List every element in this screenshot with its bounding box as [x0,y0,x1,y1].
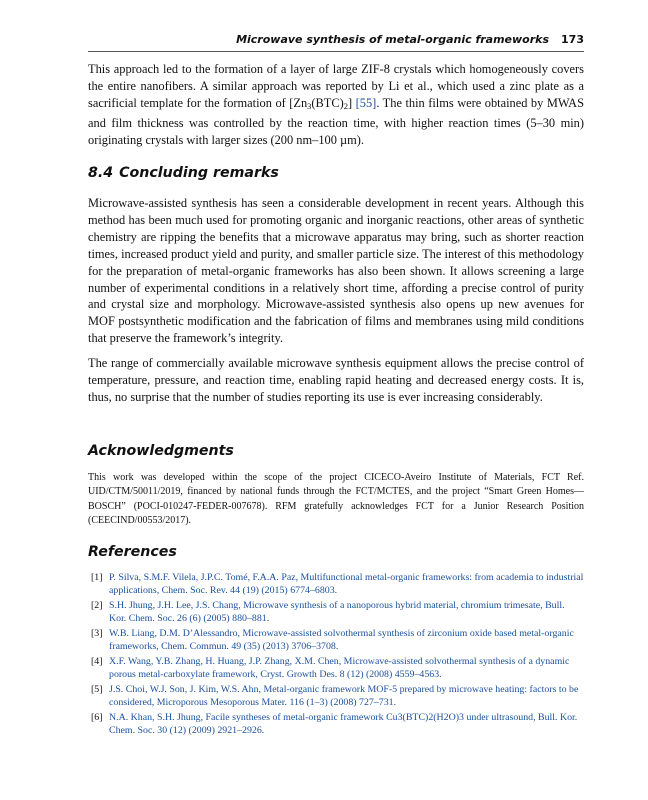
citation-link-55[interactable]: [55] [355,95,377,110]
reference-number: [3] [91,627,103,639]
subscript-2: 2 [343,100,349,111]
reference-item [88,712,584,738]
concluding-paragraph-2: The range of commercially available microwave synthesis equipment allows the precise control of temperature, pressure, and reaction time, enabling rapid heating and decreased energy costs. It is, thus, no surprise that the number of studies reporting its use is ever increasing considerably. [88,356,584,404]
reference-link[interactable]: N.A. Khan, S.H. Jhung, Facile syntheses of metal-organic framework Cu3(BTC)2(H2O)3 under ultrasound, Bull. Kor. Chem. Soc. 30 (12) (2009) 2921–2926. [109,711,578,736]
acknowledgments-heading: Acknowledgments [88,443,234,459]
reference-item [88,600,584,626]
intro-text-part2: (BTC) [311,95,344,110]
intro-text-part1: This approach led to the formation of a layer of large ZIF-8 crystals which homogeneously covers the entire nanofibers. A similar approach was reported by Li et al., which used a zinc plate as a sacrificial template for the formation of [Zn [88,62,584,110]
section-heading [88,164,279,182]
concluding-paragraph-1: Microwave-assisted synthesis has seen a considerable development in recent years. Although this method has been much used for promoting organic and inorganic reactions, other areas of synthetic chemistry are ripping the benefits that a microwave apparatus may bring, such as shorter reaction times, increased product yield and purity, and smaller particle size. The interest of this methodology for the preparation of metal-organic frameworks has also been shown. It allows screening a large number of experimental conditions in a relatively short time, affording a precise control of purity and crystal size and morphology. Microwave-assisted synthesis also opens up new avenues for MOF postsynthetic modification and the fabrication of films and membranes using mild conditions that preserve the framework’s integrity. [88,196,584,346]
references-heading: References [88,544,177,560]
acknowledgments-text: This work was developed within the scope of the project CICECO-Aveiro Institute of Materials, FCT Ref. UID/CTM/50011/2019, financed by national funds through the FCT/MCTES, and the project “Smart Green Homes—BOSCH” (POCI-010247-FEDER-007678). RFM gratefully acknowledges FCT for a Junior Research Position (CEECIND/00553/2017). [88,472,584,527]
reference-item [88,628,584,654]
reference-number: [1] [91,572,103,583]
reference-item [88,572,584,598]
reference-item [88,684,584,710]
reference-link[interactable]: W.B. Liang, D.M. D’Alessandro, Microwave-assisted solvothermal synthesis of zirconium oxide based metal-organic frameworks, Chem. Commun. 49 (35) (2013) 3706–3708. [109,627,574,652]
reference-number: [4] [91,655,103,667]
reference-number: [5] [91,683,103,695]
intro-paragraph [88,61,584,149]
page-number: 173 [561,33,584,46]
reference-number: [2] [91,599,103,611]
reference-link[interactable]: J.S. Choi, W.J. Son, J. Kim, W.S. Ahn, Metal-organic framework MOF-5 prepared by microwave heating: factors to be considered, Microporous Mesoporous Mater. 116 (1–3) (2008) 727–731. [109,683,579,708]
section-title: Concluding remarks [119,165,279,181]
running-title: Microwave synthesis of metal-organic frameworks [236,33,550,46]
intro-text-part3: ] [348,95,356,110]
reference-link[interactable]: S.H. Jhung, J.H. Lee, J.S. Chang, Microwave synthesis of a nanoporous hybrid material, chromium trimesate, Bull. Kor. Chem. Soc. 26 (6) (2005) 880–881. [109,599,565,624]
reference-link[interactable]: P. Silva, S.M.F. Vilela, J.P.C. Tomé, F.A.A. Paz, Multifunctional metal-organic frameworks: from academia to industrial applications, Chem. Soc. Rev. 44 (19) (2015) 6774–6803. [109,572,584,596]
intro-text-part4: . The thin films were obtained by MWAS and film thickness was controlled by the reaction time, with higher reaction times (5–30 min) originating crystals with larger sizes (200 nm–100 µm). [88,95,584,147]
section-number: 8.4 [88,165,114,181]
subscript-3: 3 [307,100,312,111]
reference-link[interactable]: X.F. Wang, Y.B. Zhang, H. Huang, J.P. Zhang, X.M. Chen, Microwave-assisted solvothermal synthesis of a dynamic porous metal-carboxylate framework, Cryst. Growth Des. 8 (12) (2008) 4559–4563. [109,655,570,680]
reference-item [88,656,584,682]
reference-list [88,572,584,740]
running-head [88,31,584,52]
reference-number: [6] [91,711,103,723]
